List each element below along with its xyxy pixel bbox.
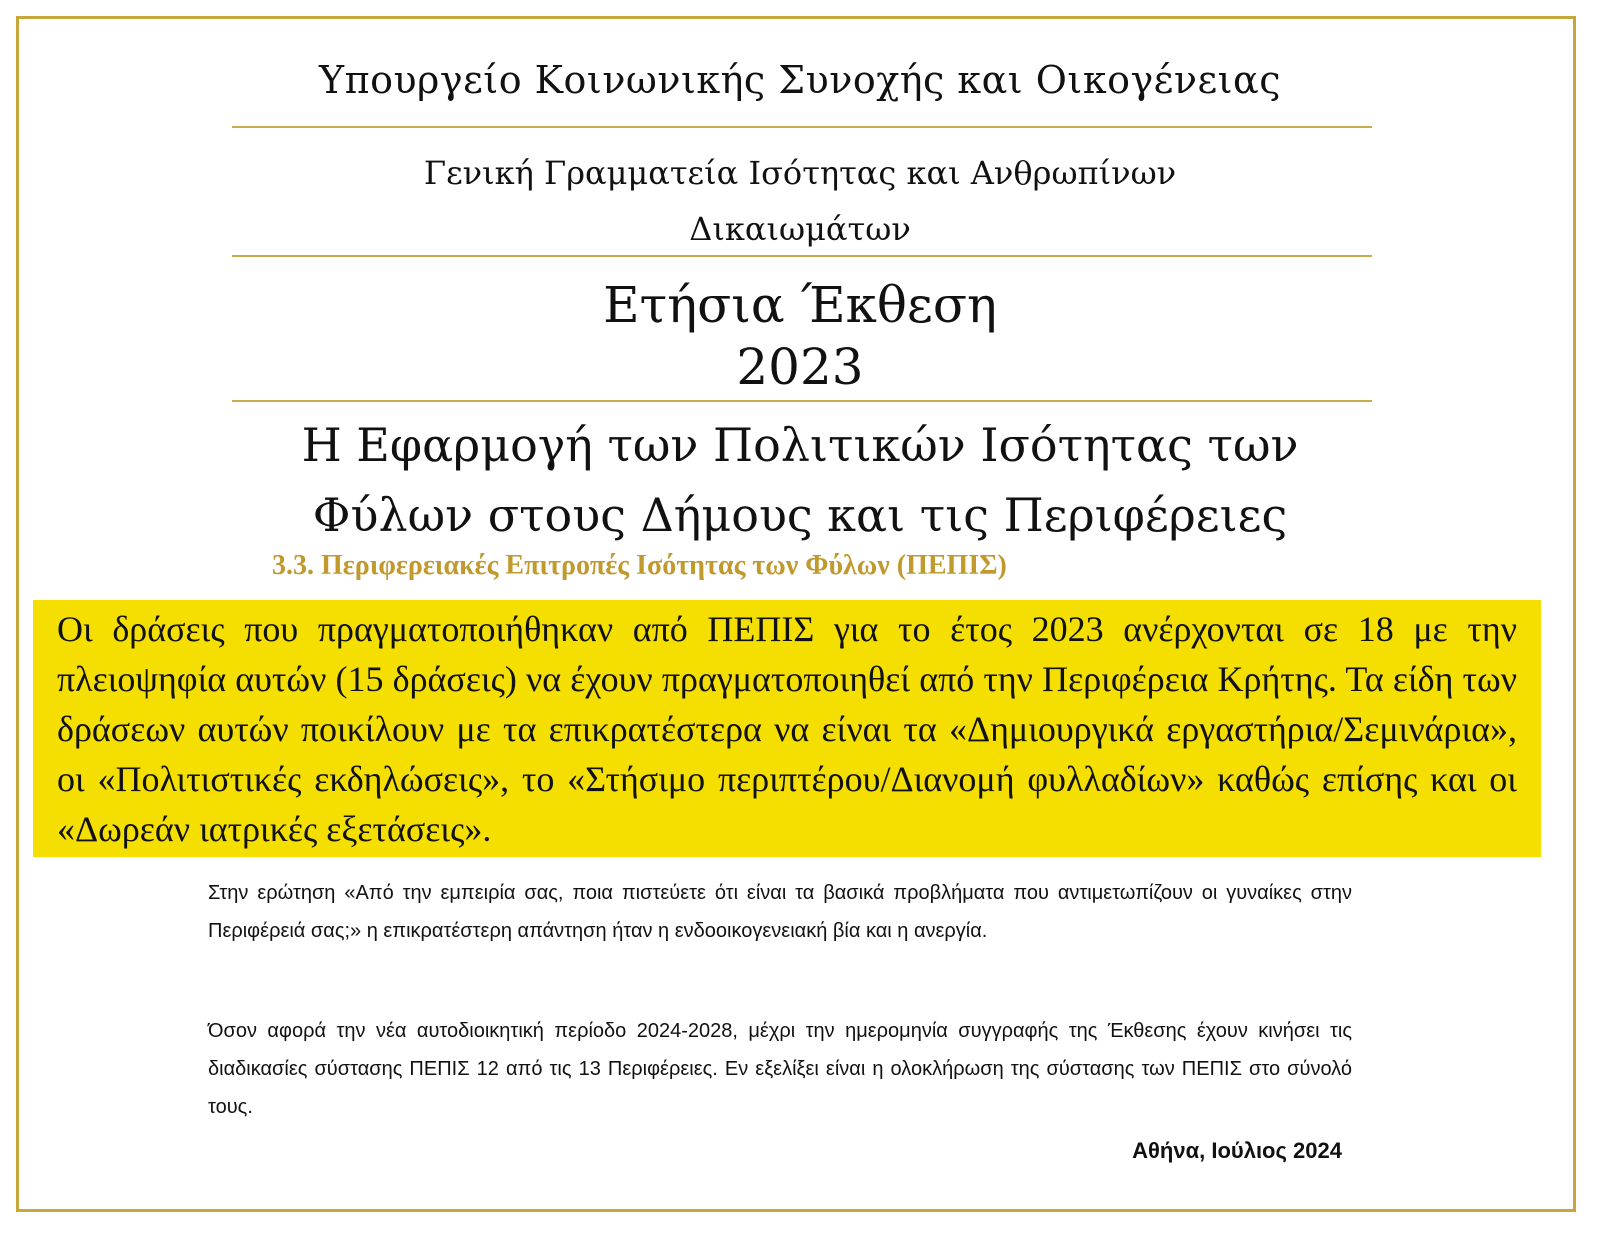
subtitle-line-1: Η Εφαρμογή των Πολιτικών Ισότητας των (301, 418, 1299, 472)
ministry-name: Υπουργείο Κοινωνικής Συνοχής και Οικογένειας (319, 58, 1281, 102)
report-title-text: Ετήσια Έκθεση (603, 276, 997, 334)
report-subtitle (0, 410, 1600, 550)
secretariat-line-1: Γενική Γραμματεία Ισότητας και Ανθρωπίνων (423, 154, 1177, 192)
signature-place-date: Αθήνα, Ιούλιος 2024 (1132, 1138, 1342, 1163)
section-heading: 3.3. Περιφερειακές Επιτροπές Ισότητας των Φύλων (ΠΕΠΙΣ) (272, 550, 1007, 581)
report-title (0, 274, 1600, 398)
secretariat-name (0, 145, 1600, 257)
highlight-box (33, 600, 1541, 857)
report-year: 2023 (736, 338, 864, 396)
divider-rule (232, 126, 1372, 128)
divider-rule (232, 255, 1372, 257)
paragraph: Όσον αφορά την νέα αυτοδιοικητική περίοδο 2024-2028, μέχρι την ημερομηνία συγγραφής της Έκθεσης έχουν κινήσει τις διαδικασίες σύστασης ΠΕΠΙΣ 12 από τις 13 Περιφέρειες. Εν εξελίξει είναι η ολοκλήρωση της σύστασης των ΠΕΠΙΣ στο σύνολό τους. (208, 1020, 1352, 1118)
divider-rule (232, 400, 1372, 402)
secretariat-line-2: Δικαιωμάτων (689, 210, 911, 248)
highlight-text: Οι δράσεις που πραγματοποιήθηκαν από ΠΕΠΙΣ για το έτος 2023 ανέρχονται σε 18 με την πλειοψηφία αυτών (15 δράσεις) να έχουν πραγματοποιηθεί από την Περιφέρεια Κρήτης. Τα είδη των δράσεων αυτών ποικίλουν με τα επικρατέστερα να είναι τα «Δημιουργικά εργαστήρια/Σεμινάρια», οι «Πολιτιστικές εκδηλώσεις», το «Στήσιμο περιπτέρου/Διανομή φυλλαδίων» καθώς επίσης και οι «Δωρεάν ιατρικές εξετάσεις». (57, 609, 1517, 849)
subtitle-line-2: Φύλων στους Δήμους και τις Περιφέρειες (312, 488, 1288, 542)
paragraph: Στην ερώτηση «Από την εμπειρία σας, ποια πιστεύετε ότι είναι τα βασικά προβλήματα που αντιμετωπίζουν οι γυναίκες στην Περιφέρειά σας;» η επικρατέστερη απάντηση ήταν η ενδοοικογενειακή βία και η ανεργία. (208, 882, 1352, 942)
